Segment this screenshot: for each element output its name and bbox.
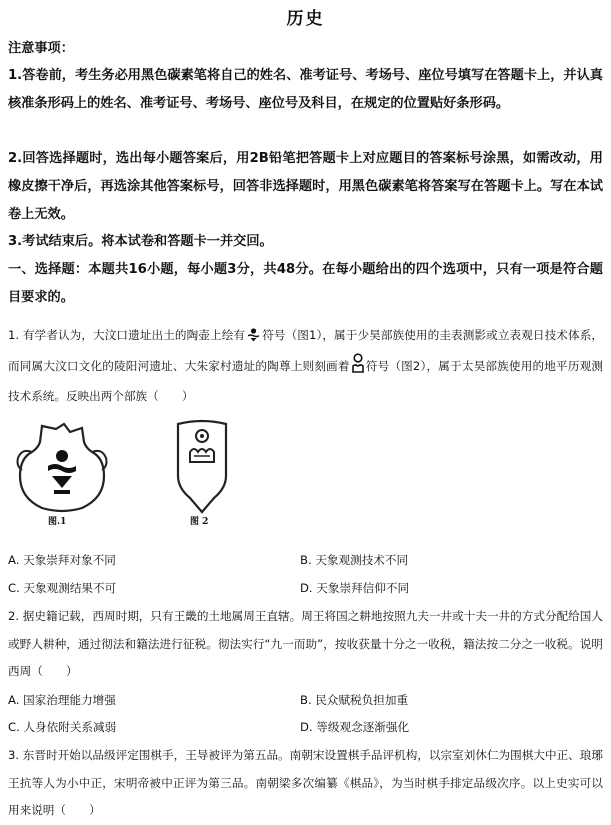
figure-1-caption: 图.1 bbox=[48, 517, 67, 527]
sun-cloud-symbol-icon bbox=[247, 325, 260, 353]
figure-1-pottery-pot bbox=[12, 420, 112, 525]
q2-option-a[interactable]: A. 国家治理能力增强 bbox=[8, 693, 116, 707]
q1-text-part2: 符号（图1），属于少昊部族使用的圭表测影或立表观日技术体系，而同属大汶口文化的陵阳河遗址、大朱家村遗址的陶尊上则刻画着 bbox=[8, 328, 603, 373]
q1-option-d[interactable]: D. 天象崇拜信仰不同 bbox=[300, 581, 410, 595]
figure-2-pottery-zun bbox=[172, 418, 232, 528]
question-1-stem bbox=[8, 322, 603, 411]
notice-item-3: 3.考试结束后。将本试卷和答题卡一并交回。 bbox=[8, 234, 273, 249]
notice-heading: 注意事项： bbox=[8, 41, 74, 56]
question-2-stem: 2. 据史籍记载，西周时期，只有王畿的土地属周王直辖。周王将国之耕地按照九夫一井或十夫一井的方式分配给国人或野人耕种，通过彻法和籍法进行征税。彻法实行“九一而助”，按收获量十分之一收税，籍法按二分之一收税。说明西周（ ） bbox=[8, 609, 603, 678]
page-title: 历史 bbox=[286, 9, 325, 29]
section-heading: 一、选择题：本题共16小题，每小题3分，共48分。在每小题给出的四个选项中，只有一项是符合题目要求的。 bbox=[8, 262, 603, 305]
sun-fire-symbol-icon bbox=[352, 353, 364, 384]
q1-text-part3: 符号（图2），属于太昊部族使用的地平历观测技术系统。反映出两个部族（ ） bbox=[8, 358, 603, 403]
figure-2-caption: 图 2 bbox=[190, 517, 209, 527]
notice-item-1: 1.答卷前，考生务必用黑色碳素笔将自己的姓名、准考证号、考场号、座位号填写在答题卡上，并认真核准条形码上的姓名、准考证号、考场号、座位号及科目，在规定的位置贴好条形码。 bbox=[8, 68, 603, 111]
q1-option-a[interactable]: A. 天象崇拜对象不同 bbox=[8, 553, 116, 567]
q2-option-d[interactable]: D. 等级观念逐渐强化 bbox=[300, 720, 410, 734]
q1-option-c[interactable]: C. 天象观测结果不可 bbox=[8, 581, 117, 595]
q1-option-b[interactable]: B. 天象观测技术不同 bbox=[300, 553, 409, 567]
q1-text-part1: 1. 有学者认为，大汶口遗址出土的陶壶上绘有 bbox=[8, 328, 246, 342]
notice-item-2: 2.回答选择题时，选出每小题答案后，用2B铅笔把答题卡上对应题目的答案标号涂黑，如需改动，用橡皮擦干净后，再选涂其他答案标号，回答非选择题时，用黑色碳素笔将答案写在答题卡上。写在本试卷上无效。 bbox=[8, 151, 603, 222]
q2-option-c[interactable]: C. 人身依附关系减弱 bbox=[8, 720, 117, 734]
q2-option-b[interactable]: B. 民众赋税负担加重 bbox=[300, 693, 409, 707]
question-3-stem: 3. 东晋时开始以品级评定围棋手，王导被评为第五品。南朝宋设置棋手品评机构，以宗室刘休仁为围棋大中正、琅琊王抗等人为小中正，宋明帝被中正评为第三品。南朝梁多次编纂《棋品》，为当时棋手排定品级次序。以上史实可以用来说明（ ） bbox=[8, 748, 603, 817]
